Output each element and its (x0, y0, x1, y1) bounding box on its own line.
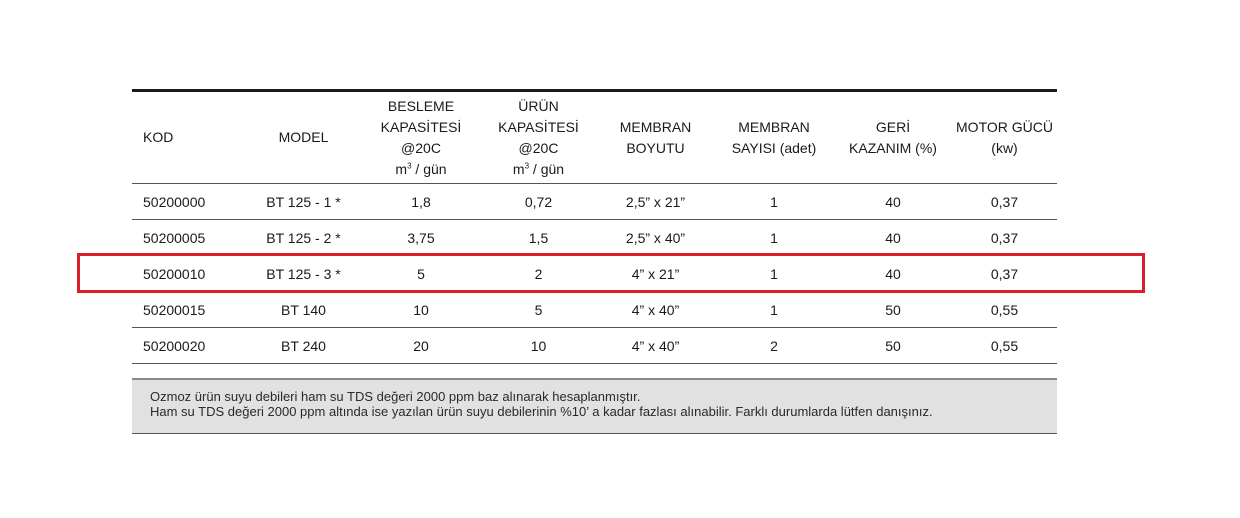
cell-kod: 50200010 (132, 256, 245, 292)
cell-model: BT 125 - 3 * (245, 256, 362, 292)
cell-boyut: 4” x 40” (597, 292, 714, 328)
cell-urun: 1,5 (480, 220, 597, 256)
header-row (132, 92, 1057, 184)
table-row (132, 328, 1057, 364)
cell-kod: 50200015 (132, 292, 245, 328)
cell-urun: 2 (480, 256, 597, 292)
cell-besleme: 1,8 (362, 184, 480, 220)
cell-kod: 50200020 (132, 328, 245, 364)
cell-model: BT 140 (245, 292, 362, 328)
product-spec-table (132, 92, 1057, 364)
cell-besleme: 10 (362, 292, 480, 328)
header-kod: KOD (132, 92, 245, 184)
header-membran-sayisi: MEMBRAN SAYISI (adet) (714, 92, 834, 184)
cell-kazanim: 40 (834, 220, 952, 256)
spec-sheet (132, 89, 1057, 434)
cell-kod: 50200000 (132, 184, 245, 220)
footnote-line: Ozmoz ürün suyu debileri ham su TDS değeri 2000 ppm baz alınarak hesaplanmıştır. (150, 389, 641, 404)
footnote-box (132, 378, 1057, 434)
cell-motor: 0,37 (952, 184, 1057, 220)
cell-kazanim: 50 (834, 292, 952, 328)
cell-model: BT 240 (245, 328, 362, 364)
cell-urun: 0,72 (480, 184, 597, 220)
cell-motor: 0,55 (952, 292, 1057, 328)
header-besleme-kapasitesi: BESLEME KAPASİTESİ @20C $m^3$ / gün (362, 92, 480, 184)
cell-model: BT 125 - 2 * (245, 220, 362, 256)
table-row (132, 184, 1057, 220)
unit-m3: $m^3$ / gün (512, 160, 565, 177)
cell-sayi: 1 (714, 220, 834, 256)
table-row-highlighted (132, 256, 1057, 292)
cell-model: BT 125 - 1 * (245, 184, 362, 220)
cell-boyut: 2,5” x 21” (597, 184, 714, 220)
footnote-line: Ham su TDS değeri 2000 ppm altında ise yazılan ürün suyu debilerinin %10’ a kadar fazlası alınabilir. Farklı durumlarda lütfen danışınız. (150, 404, 933, 419)
header-urun-kapasitesi: ÜRÜN KAPASİTESİ @20C $m^3$ / gün (480, 92, 597, 184)
unit-m3: $m^3$ / gün (395, 160, 447, 177)
cell-motor: 0,37 (952, 220, 1057, 256)
cell-boyut: 2,5” x 40” (597, 220, 714, 256)
cell-sayi: 1 (714, 184, 834, 220)
cell-kod: 50200005 (132, 220, 245, 256)
header-model: MODEL (245, 92, 362, 184)
cell-besleme: 3,75 (362, 220, 480, 256)
header-geri-kazanim: GERİ KAZANIM (%) (834, 92, 952, 184)
table-row (132, 220, 1057, 256)
cell-boyut: 4” x 40” (597, 328, 714, 364)
header-motor-gucu: MOTOR GÜCÜ (kw) (952, 92, 1057, 184)
cell-besleme: 20 (362, 328, 480, 364)
cell-kazanim: 50 (834, 328, 952, 364)
cell-motor: 0,37 (952, 256, 1057, 292)
cell-kazanim: 40 (834, 184, 952, 220)
cell-sayi: 1 (714, 256, 834, 292)
cell-sayi: 2 (714, 328, 834, 364)
cell-besleme: 5 (362, 256, 480, 292)
cell-sayi: 1 (714, 292, 834, 328)
cell-boyut: 4” x 21” (597, 256, 714, 292)
cell-motor: 0,55 (952, 328, 1057, 364)
cell-urun: 10 (480, 328, 597, 364)
cell-urun: 5 (480, 292, 597, 328)
table-row (132, 292, 1057, 328)
cell-kazanim: 40 (834, 256, 952, 292)
header-membran-boyutu: MEMBRAN BOYUTU (597, 92, 714, 184)
